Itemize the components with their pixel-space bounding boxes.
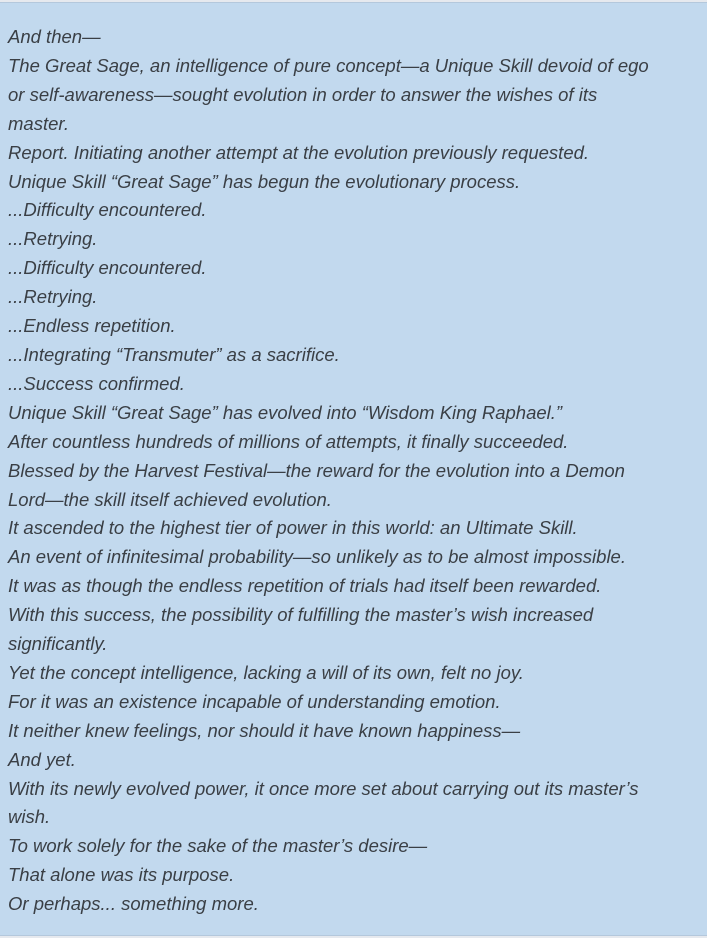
text-line: master. xyxy=(8,112,69,134)
text-line: For it was an existence incapable of understanding emotion. xyxy=(8,690,501,712)
story-text xyxy=(8,23,700,919)
text-line: It neither knew feelings, nor should it have known happiness— xyxy=(8,719,521,741)
text-line: ...Difficulty encountered. xyxy=(8,257,207,279)
text-line: or self-awareness—sought evolution in order to answer the wishes of its xyxy=(8,83,598,105)
text-line: ...Success confirmed. xyxy=(8,372,185,394)
text-line: That alone was its purpose. xyxy=(8,864,235,886)
text-line: Unique Skill “Great Sage” has begun the evolutionary process. xyxy=(8,170,521,192)
text-line: And yet. xyxy=(8,748,76,770)
text-line: After countless hundreds of millions of attempts, it finally succeeded. xyxy=(8,430,569,452)
text-line: wish. xyxy=(8,806,51,828)
text-line: With this success, the possibility of fulfilling the master’s wish increased xyxy=(8,604,594,626)
text-line: ...Difficulty encountered. xyxy=(8,199,207,221)
text-line: significantly. xyxy=(8,633,108,655)
text-line: Blessed by the Harvest Festival—the reward for the evolution into a Demon xyxy=(8,459,625,481)
text-line: Lord—the skill itself achieved evolution. xyxy=(8,488,332,510)
text-line: Report. Initiating another attempt at the evolution previously requested. xyxy=(8,141,590,163)
text-line: The Great Sage, an intelligence of pure concept—a Unique Skill devoid of ego xyxy=(8,54,649,76)
text-line: It was as though the endless repetition of trials had itself been rewarded. xyxy=(8,575,602,597)
text-line: An event of infinitesimal probability—so unlikely as to be almost impossible. xyxy=(8,546,626,568)
text-line: ...Retrying. xyxy=(8,286,98,308)
text-line: To work solely for the sake of the master’s desire— xyxy=(8,835,428,857)
text-panel xyxy=(0,2,707,936)
text-line: Yet the concept intelligence, lacking a will of its own, felt no joy. xyxy=(8,661,524,683)
text-line: Unique Skill “Great Sage” has evolved into “Wisdom King Raphael.” xyxy=(8,401,563,423)
text-line: ...Endless repetition. xyxy=(8,315,176,337)
text-line: And then— xyxy=(8,26,101,47)
text-line: ...Integrating “Transmuter” as a sacrifice. xyxy=(8,343,340,365)
text-line: ...Retrying. xyxy=(8,228,98,250)
text-line: Or perhaps... something more. xyxy=(8,893,259,915)
text-line: With its newly evolved power, it once more set about carrying out its master’s xyxy=(8,777,639,799)
text-line: It ascended to the highest tier of power in this world: an Ultimate Skill. xyxy=(8,517,578,539)
